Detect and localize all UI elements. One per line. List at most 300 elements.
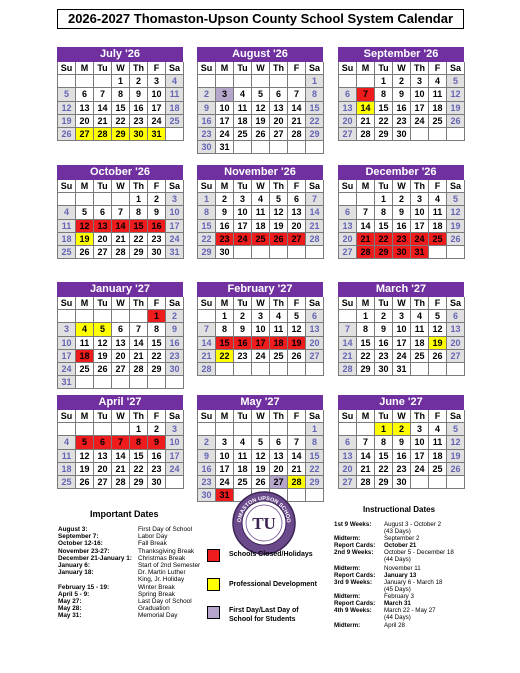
day-cell: 12 [76, 450, 94, 463]
instructional-date-row [334, 607, 494, 614]
instructional-date-row [334, 542, 494, 549]
month-days-grid [57, 410, 183, 489]
day-cell: 21 [339, 350, 357, 363]
day-cell: 6 [94, 436, 112, 449]
day-cell: 19 [252, 115, 270, 128]
empty-day-cell [94, 75, 112, 88]
day-cell: 13 [339, 450, 357, 463]
day-cell: 17 [234, 220, 252, 233]
day-cell: 27 [288, 233, 306, 246]
empty-day-cell [112, 376, 130, 389]
day-cell: 15 [306, 102, 324, 115]
day-cell: 5 [76, 206, 94, 219]
day-cell: 23 [375, 350, 393, 363]
month-days-grid [197, 297, 323, 376]
day-cell: 25 [58, 476, 76, 489]
day-cell: 14 [339, 337, 357, 350]
day-cell: 6 [112, 323, 130, 336]
empty-day-cell [252, 141, 270, 154]
month-calendar [197, 47, 323, 154]
day-cell: 23 [198, 128, 216, 141]
day-cell: 21 [357, 463, 375, 476]
day-cell: 4 [234, 436, 252, 449]
day-cell: 7 [288, 436, 306, 449]
day-cell: 25 [429, 463, 447, 476]
day-cell: 11 [76, 337, 94, 350]
day-cell: 19 [252, 463, 270, 476]
day-cell: 5 [252, 436, 270, 449]
empty-day-cell [339, 310, 357, 323]
day-cell: 17 [166, 450, 184, 463]
important-date-row [58, 612, 210, 619]
day-cell: 2 [130, 75, 148, 88]
instructional-date-label: Report Cards: [334, 571, 376, 579]
important-date-label: November 23-27: [58, 547, 110, 555]
month-days-grid [197, 410, 323, 502]
day-cell: 27 [112, 363, 130, 376]
day-cell: 13 [94, 450, 112, 463]
day-cell: 17 [216, 115, 234, 128]
day-cell: 12 [58, 102, 76, 115]
day-cell: 25 [252, 233, 270, 246]
day-cell: 25 [76, 363, 94, 376]
empty-day-cell [76, 193, 94, 206]
day-cell: 24 [148, 115, 166, 128]
day-cell: 29 [306, 128, 324, 141]
day-cell: 7 [306, 193, 324, 206]
weekday-header: Sa [166, 180, 184, 193]
weekday-header: Su [198, 410, 216, 423]
empty-day-cell [58, 423, 76, 436]
weekday-header: Tu [94, 410, 112, 423]
empty-day-cell [357, 423, 375, 436]
day-cell: 15 [130, 220, 148, 233]
day-cell: 12 [288, 323, 306, 336]
weekday-header: Tu [375, 180, 393, 193]
instructional-date-label: 1st 9 Weeks: [334, 521, 372, 528]
weekday-header: F [288, 180, 306, 193]
instructional-date-value: September 2 [384, 535, 420, 543]
day-cell: 13 [94, 220, 112, 233]
day-cell: 1 [198, 193, 216, 206]
day-cell: 31 [58, 376, 76, 389]
month-header: October '26 [57, 165, 183, 180]
important-date-row [58, 562, 210, 569]
day-cell: 26 [429, 350, 447, 363]
instructional-dates-title: Instructional Dates [363, 505, 436, 514]
day-cell: 17 [411, 450, 429, 463]
instructional-date-label [334, 556, 384, 563]
day-cell: 14 [112, 220, 130, 233]
day-cell: 25 [411, 350, 429, 363]
weekday-header: M [216, 180, 234, 193]
day-cell: 28 [357, 246, 375, 259]
empty-day-cell [166, 128, 184, 141]
day-cell: 6 [447, 310, 465, 323]
day-cell: 21 [288, 115, 306, 128]
day-cell: 22 [216, 350, 234, 363]
day-cell: 30 [393, 128, 411, 141]
day-cell: 2 [216, 193, 234, 206]
empty-day-cell [306, 363, 324, 376]
month-header: July '26 [57, 47, 183, 62]
day-cell: 18 [252, 220, 270, 233]
weekday-header: M [216, 62, 234, 75]
weekday-header: Th [270, 410, 288, 423]
day-cell: 23 [393, 463, 411, 476]
day-cell: 31 [166, 246, 184, 259]
weekday-header: W [393, 410, 411, 423]
day-cell: 9 [234, 323, 252, 336]
weekday-header: Sa [306, 410, 324, 423]
weekday-header: Sa [166, 297, 184, 310]
day-cell: 11 [270, 323, 288, 336]
empty-day-cell [339, 193, 357, 206]
day-cell: 27 [270, 128, 288, 141]
day-cell: 7 [357, 88, 375, 101]
weekday-header: F [429, 180, 447, 193]
empty-day-cell [216, 423, 234, 436]
weekday-header: W [112, 297, 130, 310]
day-cell: 12 [270, 206, 288, 219]
day-cell: 24 [393, 350, 411, 363]
day-cell: 10 [58, 337, 76, 350]
instructional-date-label: 4th 9 Weeks: [334, 607, 372, 615]
day-cell: 8 [375, 436, 393, 449]
day-cell: 4 [429, 193, 447, 206]
instructional-date-value: March 31 [384, 600, 411, 608]
day-cell: 4 [58, 206, 76, 219]
important-date-event: Labor Day [138, 533, 168, 541]
empty-day-cell [447, 363, 465, 376]
instructional-date-label: Report Cards: [334, 542, 376, 550]
empty-day-cell [198, 423, 216, 436]
instructional-date-row [334, 614, 494, 621]
day-cell: 15 [198, 220, 216, 233]
important-date-row [58, 555, 210, 562]
day-cell: 12 [447, 206, 465, 219]
important-date-event: King, Jr. Holiday [138, 576, 185, 584]
day-cell: 9 [216, 206, 234, 219]
day-cell: 19 [94, 350, 112, 363]
day-cell: 5 [447, 75, 465, 88]
weekday-header: F [288, 62, 306, 75]
weekday-header: F [148, 62, 166, 75]
day-cell: 4 [411, 310, 429, 323]
day-cell: 1 [130, 193, 148, 206]
weekday-header: W [112, 410, 130, 423]
day-cell: 19 [270, 220, 288, 233]
empty-day-cell [148, 376, 166, 389]
day-cell: 18 [411, 337, 429, 350]
day-cell: 16 [148, 450, 166, 463]
weekday-header: M [76, 410, 94, 423]
instructional-date-label: Midterm: [334, 592, 361, 600]
day-cell: 11 [411, 323, 429, 336]
day-cell: 18 [58, 463, 76, 476]
day-cell: 8 [357, 323, 375, 336]
day-cell: 23 [393, 115, 411, 128]
day-cell: 17 [166, 220, 184, 233]
empty-day-cell [288, 141, 306, 154]
weekday-header: F [288, 297, 306, 310]
day-cell: 12 [429, 323, 447, 336]
instructional-date-row [334, 535, 494, 542]
day-cell: 26 [288, 350, 306, 363]
day-cell: 14 [288, 102, 306, 115]
day-cell: 10 [216, 450, 234, 463]
day-cell: 12 [447, 436, 465, 449]
empty-day-cell [288, 75, 306, 88]
day-cell: 14 [306, 206, 324, 219]
day-cell: 26 [94, 363, 112, 376]
month-days-grid [57, 62, 183, 141]
important-date-row [58, 605, 210, 612]
day-cell: 2 [375, 310, 393, 323]
day-cell: 24 [411, 115, 429, 128]
day-cell: 11 [58, 220, 76, 233]
month-days-grid [197, 180, 323, 259]
instructional-date-row [334, 565, 494, 572]
empty-day-cell [429, 363, 447, 376]
day-cell: 21 [357, 233, 375, 246]
weekday-header: Tu [94, 297, 112, 310]
day-cell: 30 [216, 246, 234, 259]
day-cell: 5 [447, 423, 465, 436]
day-cell: 9 [393, 88, 411, 101]
important-date-label: October 12-16: [58, 540, 103, 548]
weekday-header: Tu [375, 410, 393, 423]
weekday-header: Th [270, 297, 288, 310]
day-cell: 27 [94, 476, 112, 489]
important-date-label: May 28: [58, 605, 82, 613]
month-calendar [57, 282, 183, 389]
day-cell: 22 [306, 115, 324, 128]
empty-day-cell [166, 376, 184, 389]
day-cell: 7 [288, 88, 306, 101]
important-date-label: January 6: [58, 562, 90, 570]
legend-firstlast-label-1: First Day/Last Day of [229, 607, 299, 614]
weekday-header: Th [130, 180, 148, 193]
empty-day-cell [94, 423, 112, 436]
day-cell: 30 [130, 128, 148, 141]
month-days-grid [338, 297, 464, 376]
instructional-date-row [334, 586, 494, 593]
day-cell: 21 [288, 463, 306, 476]
day-cell: 1 [112, 75, 130, 88]
day-cell: 14 [112, 450, 130, 463]
day-cell: 16 [130, 102, 148, 115]
month-header: May '27 [197, 395, 323, 410]
day-cell: 6 [339, 88, 357, 101]
month-days-grid [338, 410, 464, 489]
day-cell: 18 [429, 220, 447, 233]
empty-day-cell [411, 128, 429, 141]
day-cell: 5 [252, 88, 270, 101]
month-header: February '27 [197, 282, 323, 297]
weekday-header: M [76, 62, 94, 75]
important-date-row [58, 548, 210, 555]
day-cell: 24 [166, 233, 184, 246]
day-cell: 24 [216, 476, 234, 489]
day-cell: 16 [148, 220, 166, 233]
day-cell: 9 [393, 206, 411, 219]
day-cell: 22 [148, 350, 166, 363]
day-cell: 28 [357, 476, 375, 489]
day-cell: 12 [76, 220, 94, 233]
day-cell: 17 [411, 220, 429, 233]
day-cell: 12 [252, 102, 270, 115]
instructional-date-value: October 5 - December 18 [384, 549, 454, 557]
day-cell: 21 [112, 463, 130, 476]
weekday-header: Sa [447, 410, 465, 423]
month-calendar [338, 395, 464, 489]
empty-day-cell [234, 141, 252, 154]
svg-text:THOMASTON UPSON SCHOOLS: OMASTON UPSON SCHOO [236, 495, 292, 524]
day-cell: 15 [375, 220, 393, 233]
day-cell: 15 [112, 102, 130, 115]
weekday-header: M [357, 180, 375, 193]
day-cell: 18 [270, 337, 288, 350]
day-cell: 11 [166, 88, 184, 101]
day-cell: 6 [76, 88, 94, 101]
weekday-header: F [148, 297, 166, 310]
day-cell: 28 [306, 233, 324, 246]
calendar-title: 2026-2027 Thomaston-Upson County School System Calendar [57, 9, 464, 29]
empty-day-cell [252, 363, 270, 376]
day-cell: 24 [252, 350, 270, 363]
day-cell: 13 [306, 323, 324, 336]
weekday-header: M [357, 62, 375, 75]
weekday-header: Tu [234, 62, 252, 75]
day-cell: 21 [94, 115, 112, 128]
weekday-header: Th [411, 62, 429, 75]
instructional-date-label: 2nd 9 Weeks: [334, 549, 374, 557]
day-cell: 3 [411, 193, 429, 206]
day-cell: 16 [166, 337, 184, 350]
weekday-header: F [429, 410, 447, 423]
day-cell: 2 [198, 436, 216, 449]
day-cell: 28 [94, 128, 112, 141]
day-cell: 11 [429, 88, 447, 101]
day-cell: 10 [411, 206, 429, 219]
day-cell: 8 [306, 88, 324, 101]
empty-day-cell [76, 310, 94, 323]
day-cell: 31 [393, 363, 411, 376]
instructional-date-label: Midterm: [334, 535, 361, 543]
day-cell: 6 [339, 436, 357, 449]
month-calendar [338, 165, 464, 259]
empty-day-cell [94, 310, 112, 323]
day-cell: 24 [411, 463, 429, 476]
day-cell: 9 [148, 436, 166, 449]
day-cell: 18 [166, 102, 184, 115]
day-cell: 29 [112, 128, 130, 141]
day-cell: 25 [166, 115, 184, 128]
weekday-header: Sa [306, 297, 324, 310]
weekday-header: Sa [447, 180, 465, 193]
day-cell: 19 [76, 463, 94, 476]
empty-day-cell [130, 310, 148, 323]
empty-day-cell [94, 193, 112, 206]
day-cell: 2 [393, 75, 411, 88]
day-cell: 25 [429, 115, 447, 128]
weekday-header: W [393, 62, 411, 75]
important-date-row [58, 526, 210, 533]
empty-day-cell [234, 246, 252, 259]
important-date-row [58, 533, 210, 540]
empty-day-cell [234, 75, 252, 88]
instructional-date-value: November 11 [384, 564, 421, 572]
day-cell: 4 [429, 75, 447, 88]
day-cell: 8 [130, 436, 148, 449]
weekday-header: Tu [94, 62, 112, 75]
empty-day-cell [411, 363, 429, 376]
day-cell: 27 [339, 246, 357, 259]
day-cell: 1 [148, 310, 166, 323]
day-cell: 26 [252, 476, 270, 489]
important-date-event: Christmas Break [138, 554, 186, 562]
day-cell: 6 [270, 88, 288, 101]
day-cell: 10 [234, 206, 252, 219]
empty-day-cell [234, 363, 252, 376]
empty-day-cell [94, 376, 112, 389]
month-calendar [197, 165, 323, 259]
day-cell: 23 [148, 463, 166, 476]
day-cell: 16 [393, 450, 411, 463]
day-cell: 21 [130, 350, 148, 363]
day-cell: 2 [234, 310, 252, 323]
day-cell: 1 [375, 75, 393, 88]
weekday-header: Sa [447, 62, 465, 75]
important-dates-list [58, 526, 210, 620]
day-cell: 14 [130, 337, 148, 350]
day-cell: 5 [76, 436, 94, 449]
important-date-row [58, 576, 210, 583]
instructional-date-value: January 6 - March 18 [384, 578, 443, 586]
day-cell: 13 [270, 102, 288, 115]
instructional-date-row [334, 528, 494, 535]
day-cell: 12 [447, 88, 465, 101]
instructional-date-value: March 22 - May 27 [384, 607, 436, 615]
weekday-header: F [148, 410, 166, 423]
weekday-header: W [252, 410, 270, 423]
day-cell: 30 [148, 476, 166, 489]
day-cell: 22 [357, 350, 375, 363]
instructional-date-row [334, 593, 494, 600]
empty-day-cell [234, 423, 252, 436]
month-calendar [338, 282, 464, 376]
day-cell: 17 [411, 102, 429, 115]
empty-day-cell [270, 423, 288, 436]
day-cell: 18 [234, 463, 252, 476]
empty-day-cell [306, 489, 324, 502]
important-date-label: February 15 - 19: [58, 583, 110, 591]
weekday-header: Su [339, 410, 357, 423]
important-date-event: Dr. Martin Luther [138, 569, 186, 577]
day-cell: 4 [58, 436, 76, 449]
day-cell: 26 [270, 233, 288, 246]
empty-day-cell [252, 75, 270, 88]
day-cell: 1 [375, 423, 393, 436]
important-date-event: Winter Break [138, 583, 175, 591]
weekday-header: Su [198, 297, 216, 310]
day-cell: 15 [130, 450, 148, 463]
day-cell: 27 [306, 350, 324, 363]
month-days-grid [57, 180, 183, 259]
empty-day-cell [252, 246, 270, 259]
day-cell: 22 [112, 115, 130, 128]
